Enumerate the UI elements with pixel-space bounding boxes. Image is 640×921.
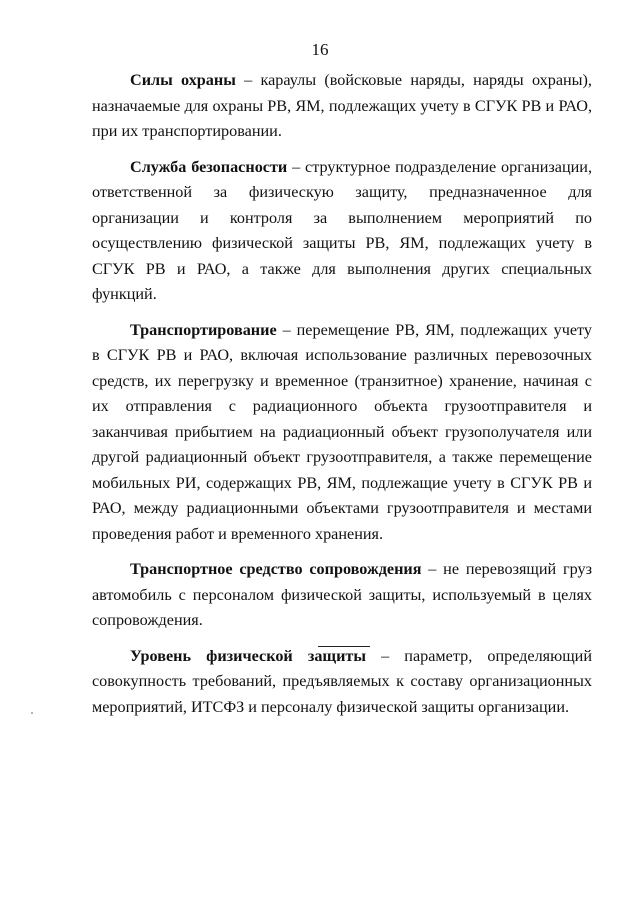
definition-text: – перемещение РВ, ЯМ, подлежащих учету в СГУК РВ и РАО, включая использование различных перевозочных средств, их перегрузку и временное (транзитное) хранение, начиная с их отправления с радиационного объекта грузоотправителя и заканчивая прибытием на радиационный объект грузополучателя или другой радиационный объект грузоотправителя, а также перемещение мобильных РИ, содержащих РВ, ЯМ, подлежащие учету в СГУК РВ и РАО, между радиационными объектами грузоотправителя и местами проведения работ и временного хранения. (92, 320, 592, 543)
definition-term: Уровень физической защиты (130, 646, 367, 665)
definition-text: – параметр, определяющий совокупность требований, предъявляемых к составу организационных мероприятий, ИТСФЗ и персоналу физической защиты организации. (92, 646, 592, 716)
definition-term: Транспортирование (130, 320, 277, 339)
closing-rule (318, 646, 370, 647)
definition-paragraph (92, 318, 592, 548)
definition-paragraph (92, 68, 592, 145)
scan-artifact (31, 712, 33, 714)
definition-paragraph (92, 557, 592, 634)
page-number: 16 (311, 40, 329, 59)
definition-term: Силы охраны (130, 71, 236, 89)
definition-text: – структурное подразделение организации, ответственной за физическую защиту, предназначенное для организации и контроля за выполнением мероприятий по осуществлению физической защиты РВ, ЯМ, подлежащих учету в СГУК РВ и РАО, а также для выполнения других специальных функций. (92, 157, 593, 303)
definition-term: Транспортное средство сопровождения (130, 560, 422, 578)
definition-paragraph (92, 644, 592, 721)
definition-text: – караулы (войсковые наряды, наряды охраны), назначаемые для охраны РВ, ЯМ, подлежащих учету в СГУК РВ и РАО, при их транспортировании. (92, 71, 592, 140)
definitions-list (92, 68, 592, 730)
definition-paragraph (92, 155, 592, 308)
definition-term: Служба безопасности (130, 157, 288, 176)
definition-text: – не перевозящий груз автомобиль с персоналом физической защиты, используемый в целях сопровождения. (92, 560, 592, 629)
